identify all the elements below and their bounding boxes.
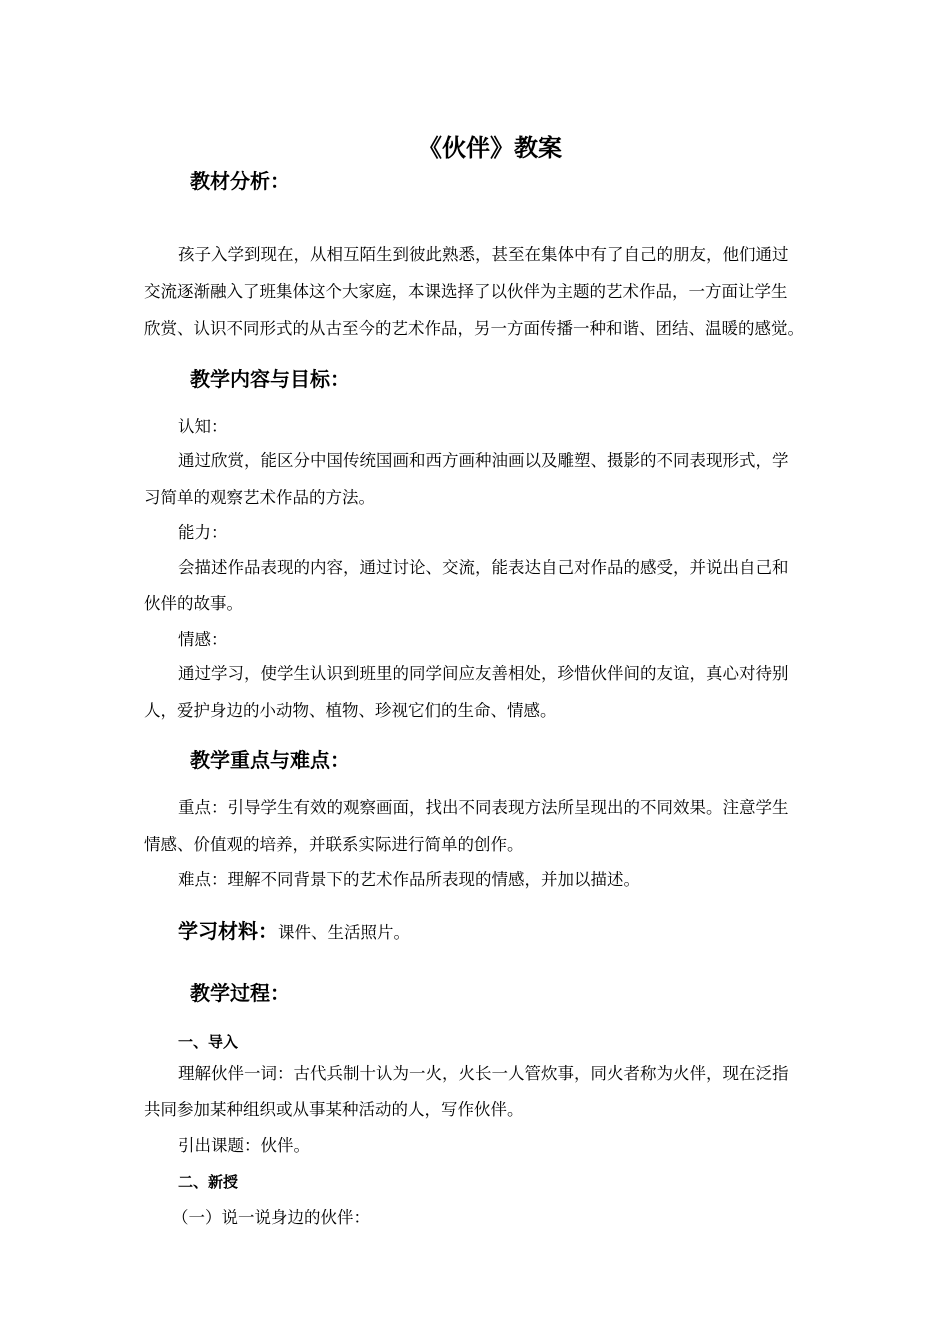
subheading-intro: 一、导入: [178, 1033, 239, 1051]
paragraph-line: 理解伙伴一词：古代兵制十认为一火，火长一人管炊事，同火者称为火伴，现在泛指: [178, 1064, 789, 1083]
paragraph-line: 伙伴的故事。: [144, 594, 243, 613]
heading-process: 教学过程：: [190, 981, 290, 1005]
label-cognition: 认知：: [178, 417, 228, 436]
materials-text: 课件、生活照片。: [278, 923, 410, 942]
paragraph-line: 共同参加某种组织或从事某种活动的人，写作伙伴。: [144, 1100, 524, 1119]
paragraph-line: 交流逐渐融入了班集体这个大家庭，本课选择了以伙伴为主题的艺术作品，一方面让学生: [144, 282, 788, 301]
heading-analysis: 教材分析：: [190, 169, 290, 193]
paragraph-line: 习简单的观察艺术作品的方法。: [144, 488, 375, 507]
document-title: 《伙伴》教案: [418, 134, 562, 162]
paragraph-line: 通过欣赏，能区分中国传统国画和西方画种油画以及雕塑、摄影的不同表现形式，学: [178, 451, 789, 470]
label-ability: 能力：: [178, 523, 228, 542]
subheading-new: 二、新授: [178, 1173, 239, 1191]
heading-keypoints: 教学重点与难点：: [190, 748, 350, 772]
paragraph-line: 重点：引导学生有效的观察画面，找出不同表现方法所呈现出的不同效果。注意学生: [178, 798, 789, 817]
paragraph-line: 难点：理解不同背景下的艺术作品所表现的情感，并加以描述。: [178, 870, 640, 889]
paragraph-line: 引出课题：伙伴。: [178, 1136, 310, 1155]
paragraph-line: 会描述作品表现的内容，通过讨论、交流，能表达自己对作品的感受，并说出自己和: [178, 558, 789, 577]
paragraph-line: 情感、价值观的培养，并联系实际进行简单的创作。: [144, 835, 524, 854]
heading-materials: 学习材料：: [178, 919, 278, 943]
paragraph-line: 孩子入学到现在，从相互陌生到彼此熟悉，甚至在集体中有了自己的朋友，他们通过: [178, 245, 789, 264]
label-emotion: 情感：: [178, 630, 228, 649]
paragraph-line: 通过学习，使学生认识到班里的同学间应友善相处，珍惜伙伴间的友谊，真心对待别: [178, 664, 789, 683]
paragraph-line: 欣赏、认识不同形式的从古至今的艺术作品，另一方面传播一种和谐、团结、温暖的感觉。: [144, 319, 804, 338]
materials-line: [178, 915, 410, 944]
heading-goals: 教学内容与目标：: [190, 367, 350, 391]
paragraph-line: （一）说一说身边的伙伴：: [172, 1208, 370, 1227]
paragraph-line: 人，爱护身边的小动物、植物、珍视它们的生命、情感。: [144, 701, 557, 720]
